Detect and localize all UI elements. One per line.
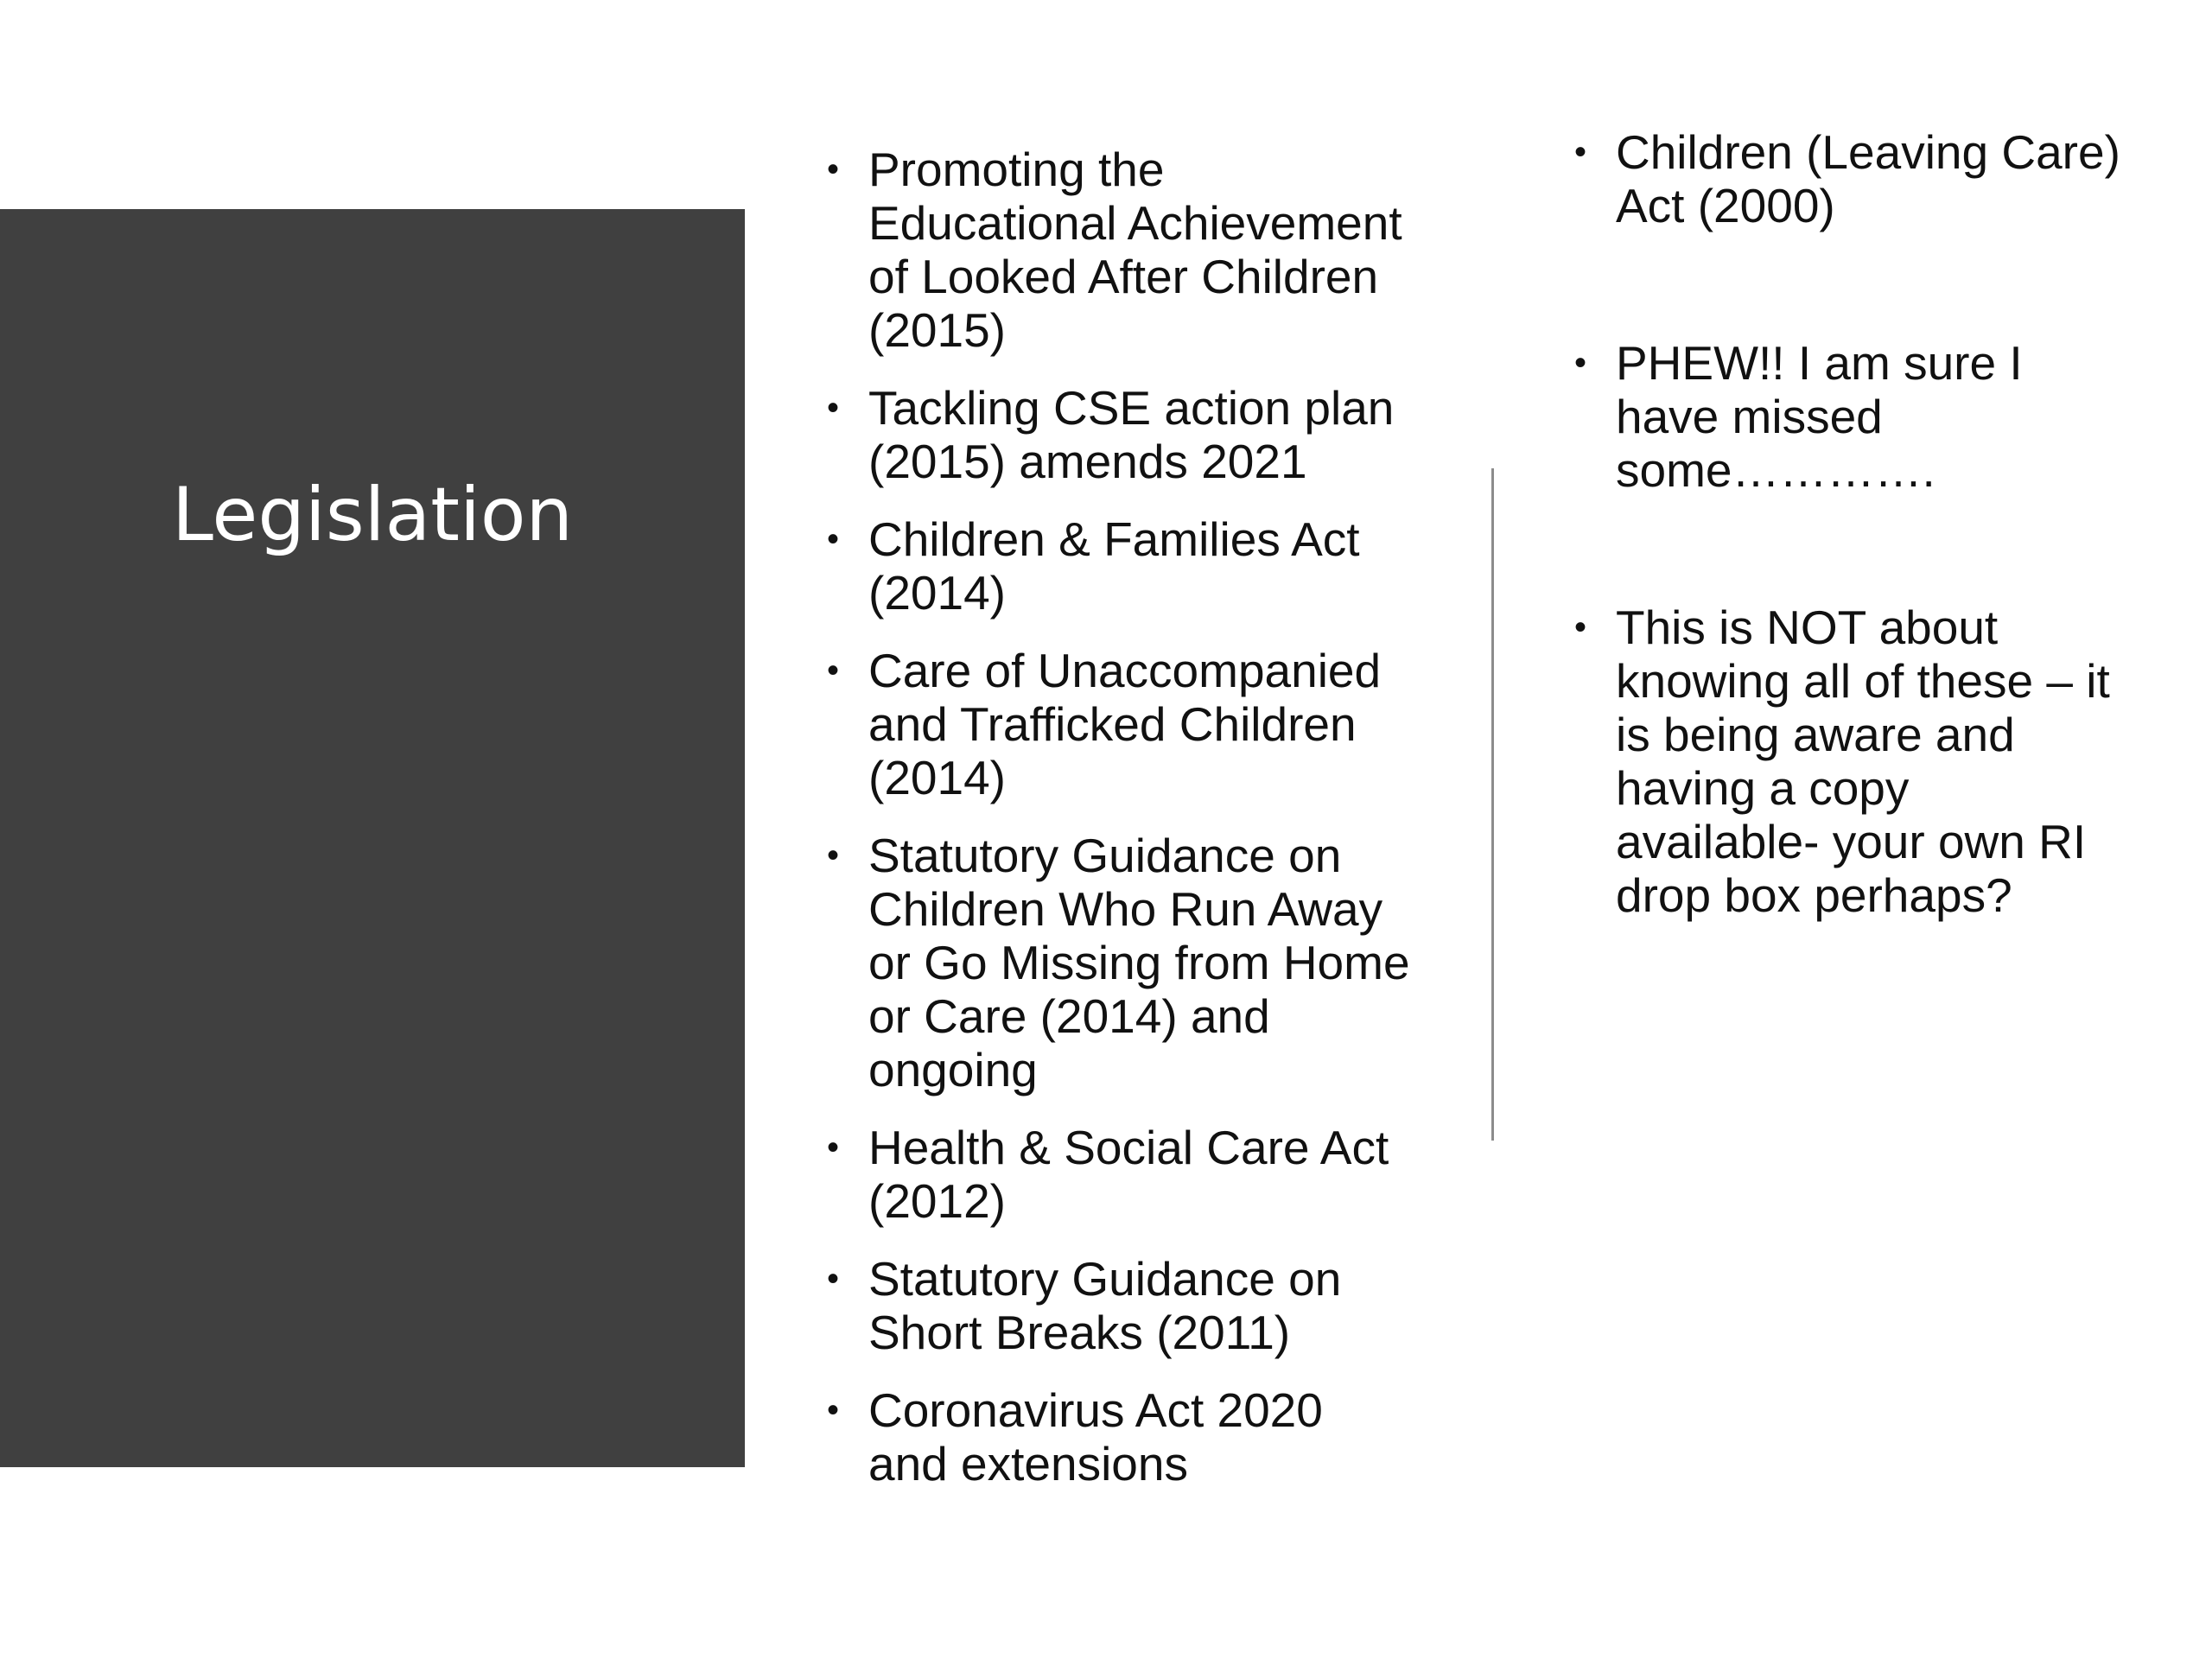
- left-bullet-list: [817, 143, 1413, 1491]
- list-item-text: Promoting the Educational Achievement of Looked After Children (2015): [868, 143, 1402, 357]
- bullet-icon: •: [827, 1128, 840, 1166]
- list-item-text: Health & Social Care Act (2012): [868, 1121, 1389, 1228]
- right-column: [1564, 125, 2126, 922]
- list-item: [1564, 336, 2126, 497]
- left-column: [817, 143, 1413, 1515]
- list-item: [817, 143, 1413, 357]
- list-item-text: Children (Leaving Care) Act (2000): [1616, 125, 2120, 232]
- bullet-icon: •: [1574, 344, 1587, 382]
- list-item-text: Statutory Guidance on Children Who Run Away or Go Missing from Home or Care (2014) and ongoing: [868, 829, 1410, 1096]
- bullet-icon: •: [827, 1260, 840, 1298]
- list-item-text: Coronavirus Act 2020 and extensions: [868, 1383, 1323, 1491]
- bullet-icon: •: [827, 836, 840, 874]
- bullet-icon: •: [827, 1391, 840, 1429]
- list-item: [817, 381, 1413, 488]
- list-item: [817, 644, 1413, 804]
- list-item-text: This is NOT about knowing all of these – it is being aware and having a copy available- your own RI drop box perhaps?: [1616, 601, 2110, 922]
- bullet-icon: •: [827, 652, 840, 690]
- bullet-icon: •: [827, 150, 840, 188]
- bullet-icon: •: [827, 389, 840, 427]
- list-item: [817, 1252, 1413, 1359]
- title-panel: [0, 209, 745, 1467]
- list-item: [817, 1121, 1413, 1228]
- list-item-text: Tackling CSE action plan (2015) amends 2021: [868, 381, 1395, 488]
- list-item: [1564, 601, 2126, 922]
- column-divider: [1491, 468, 1494, 1141]
- list-item: [817, 512, 1413, 620]
- list-item-text: Statutory Guidance on Short Breaks (2011): [868, 1252, 1342, 1359]
- bullet-icon: •: [1574, 608, 1587, 646]
- list-item-text: Care of Unaccompanied and Trafficked Children (2014): [868, 644, 1382, 804]
- bullet-icon: •: [1574, 133, 1587, 171]
- bullet-icon: •: [827, 520, 840, 558]
- list-item: [817, 1383, 1413, 1491]
- list-item: [1564, 125, 2126, 232]
- right-bullet-list: [1564, 125, 2126, 922]
- list-item: [817, 829, 1413, 1096]
- slide-title: Legislation: [172, 472, 573, 558]
- list-item-text: Children & Families Act (2014): [868, 512, 1360, 620]
- list-item-text: PHEW!! I am sure I have missed some………….: [1616, 336, 2023, 497]
